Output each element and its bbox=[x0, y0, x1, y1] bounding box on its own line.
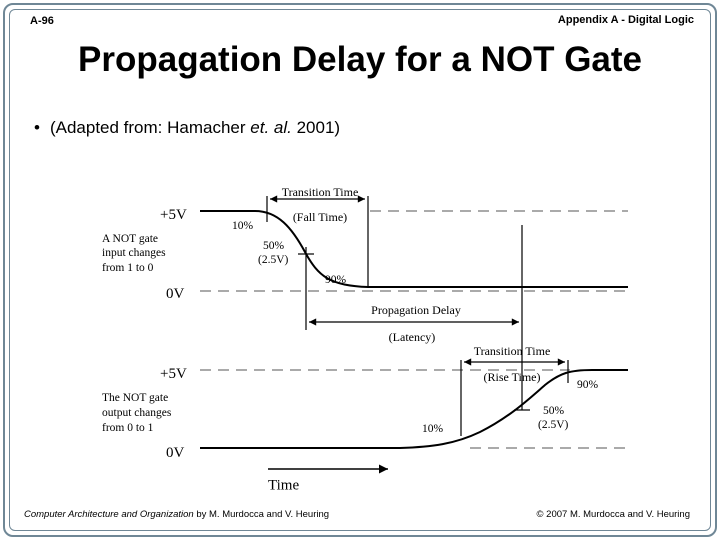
citation-prefix: (Adapted from: Hamacher bbox=[49, 118, 251, 137]
top-2-5v-label: (2.5V) bbox=[258, 254, 289, 266]
footer-copyright: © 2007 M. Murdocca and V. Heuring bbox=[536, 509, 690, 520]
bottom-desc-line-2: output changes bbox=[102, 407, 172, 419]
top-desc-line-3: from 1 to 0 bbox=[102, 262, 154, 274]
top-90pct-label: 90% bbox=[325, 274, 347, 286]
time-axis-label: Time bbox=[268, 477, 300, 494]
appendix-label: Appendix A - Digital Logic bbox=[557, 14, 694, 26]
transition-time-bottom-label: Transition Time bbox=[473, 344, 551, 358]
footer-book-title: Computer Architecture and Organization bbox=[24, 509, 194, 520]
bullet-dot: • bbox=[34, 118, 40, 137]
latency-label: (Latency) bbox=[388, 330, 436, 344]
top-desc-line-1: A NOT gate bbox=[102, 233, 159, 245]
rise-time-label: (Rise Time) bbox=[483, 370, 541, 384]
bottom-desc-line-1: The NOT gate bbox=[102, 392, 169, 404]
top-50pct-label: 50% bbox=[263, 240, 285, 252]
bottom-0v-label: 0V bbox=[166, 445, 185, 461]
bottom-2-5v-label: (2.5V) bbox=[538, 419, 569, 431]
transition-time-top-label: Transition Time bbox=[281, 185, 359, 199]
citation-italic: et. al. bbox=[250, 118, 292, 137]
top-10pct-label: 10% bbox=[232, 220, 254, 232]
bottom-plus5v-label: +5V bbox=[160, 366, 187, 382]
propagation-delay-label: Propagation Delay bbox=[371, 303, 461, 317]
bottom-50pct-label: 50% bbox=[543, 405, 565, 417]
citation-suffix: 2001) bbox=[291, 118, 341, 137]
fall-time-label: (Fall Time) bbox=[292, 210, 348, 224]
top-description bbox=[102, 233, 166, 274]
top-plus5v-label: +5V bbox=[160, 207, 187, 223]
footer-book-credit bbox=[24, 509, 329, 520]
footer-book-authors: by M. Murdocca and V. Heuring bbox=[193, 509, 330, 520]
top-desc-line-2: input changes bbox=[102, 247, 166, 259]
slide-title: Propagation Delay for a NOT Gate bbox=[78, 40, 642, 79]
bottom-90pct-label: 90% bbox=[577, 379, 599, 391]
bottom-description bbox=[102, 392, 172, 434]
top-0v-label: 0V bbox=[166, 286, 185, 302]
bottom-desc-line-3: from 0 to 1 bbox=[102, 422, 154, 434]
bottom-10pct-label: 10% bbox=[422, 423, 444, 435]
page-number: A-96 bbox=[30, 15, 54, 27]
